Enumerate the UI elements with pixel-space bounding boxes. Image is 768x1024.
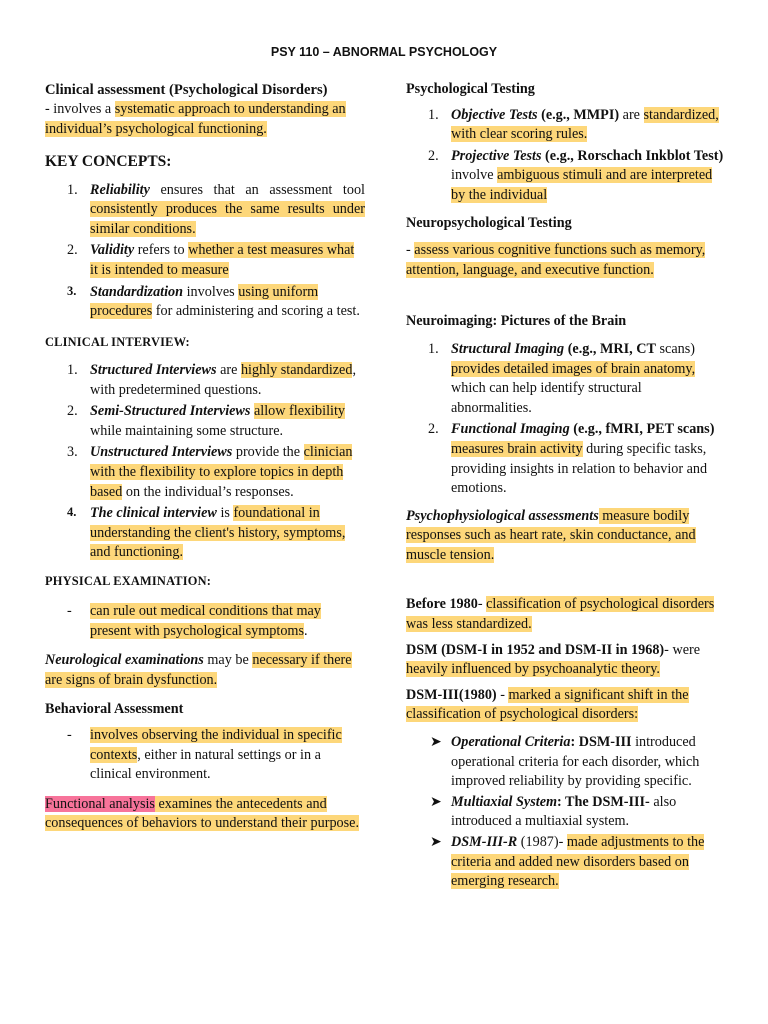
testing-item: 2. Projective Tests (e.g., Rorschach Inkblot Test) involve ambiguous stimuli and are interpreted by the individual [428,147,724,203]
functional-analysis-text: Functional analysis examines the antecedents and consequences of behaviors to understand their purpose. [45,795,360,832]
dsm-iii-list [406,733,724,892]
arrow-bullet-icon: ➤ [430,793,442,810]
dsm-iii-item: ➤ DSM-III-R (1987)- made adjustments to the criteria and added new disorders based on emerging research. [430,834,705,890]
dsm-iii-text: DSM-III(1980) - marked a significant shift in the classification of psychological disorders: [406,686,689,723]
interview-item: 1. Structured Interviews are highly standardized, with predetermined questions. [67,361,356,398]
neurological-exam-text: Neurological examinations may be necessary if there are signs of brain dysfunction. [45,652,352,688]
dsm-text: DSM (DSM-I in 1952 and DSM-II in 1968)- were heavily influenced by psychoanalytic theory. [406,641,701,678]
right-column [406,80,724,893]
key-concept-item: 2. Validity refers to whether a test measures what it is intended to measure [67,242,355,279]
psychological-testing-heading: Psychological Testing [406,81,535,97]
psychological-testing-list [406,106,724,206]
key-concepts-heading: KEY CONCEPTS: [45,153,172,171]
neuropsychological-testing-heading: Neuropsychological Testing [406,214,572,231]
dsm-iii-item: ➤ Operational Criteria: DSM-III introduced operational criteria for each disorder, which improved reliability by providing specific. [430,734,700,790]
key-concept-item: 1. Reliability ensures that an assessment tool consistently produces the same results under similar conditions. [67,181,365,237]
arrow-bullet-icon: ➤ [430,834,442,850]
interview-item: 2. Semi-Structured Interviews allow flexibility while maintaining some structure. [67,403,345,439]
interview-item: 3. Unstructured Interviews provide the clinician with the flexibility to explore topics in depth based on the individual’s responses. [67,444,353,500]
physical-examination-heading: PHYSICAL EXAMINATION: [45,573,212,588]
imaging-item: 1. Structural Imaging (e.g., MRI, CT scans) provides detailed images of brain anatomy, which can help identify structural abnormalities. [428,340,696,416]
neuroimaging-list [406,340,724,499]
page-title: PSY 110 – ABNORMAL PSYCHOLOGY [270,45,498,59]
left-column [45,80,365,834]
clinical-assessment-text: - involves a systematic approach to understanding an individual’s psychological functioning. [45,101,346,137]
clinical-assessment-heading: Clinical assessment (Psychological Disorders) [45,82,328,98]
testing-item: 1. Objective Tests (e.g., MMPI) are standardized, with clear scoring rules. [428,106,719,143]
imaging-item: 2. Functional Imaging (e.g., fMRI, PET scans) measures brain activity during specific tasks, providing insights in relation to behavior and emotions. [428,421,715,497]
clinical-interview-list [45,361,365,563]
key-concept-item: 3. Standardization involves using uniform procedures for administering and scoring a test. [67,283,360,320]
behavioral-assessment-text: - involves observing the individual in specific contexts, either in natural settings or in a clinical environment. [67,726,342,783]
neuroimaging-heading: Neuroimaging: Pictures of the Brain [406,313,627,330]
behavioral-assessment-heading: Behavioral Assessment [45,701,184,718]
key-concepts-list [45,181,365,322]
psychophysiological-text: Psychophysiological assessments measure bodily responses such as heart rate, skin conductance, and muscle tension. [406,507,696,563]
clinical-interview-heading: CLINICAL INTERVIEW: [45,334,190,349]
before-1980-text: Before 1980- classification of psychological disorders was less standardized. [406,596,715,633]
interview-item: 4. The clinical interview is foundational in understanding the client's history, symptoms, and functioning. [67,505,346,561]
neuropsychological-testing-text: - assess various cognitive functions such as memory, attention, language, and executive function. [406,242,706,278]
dsm-iii-item: ➤ Multiaxial System: The DSM-III- also introduced a multiaxial system. [430,793,677,830]
arrow-bullet-icon: ➤ [430,734,442,751]
physical-examination-text: - can rule out medical conditions that may present with psychological symptoms. [67,603,321,639]
